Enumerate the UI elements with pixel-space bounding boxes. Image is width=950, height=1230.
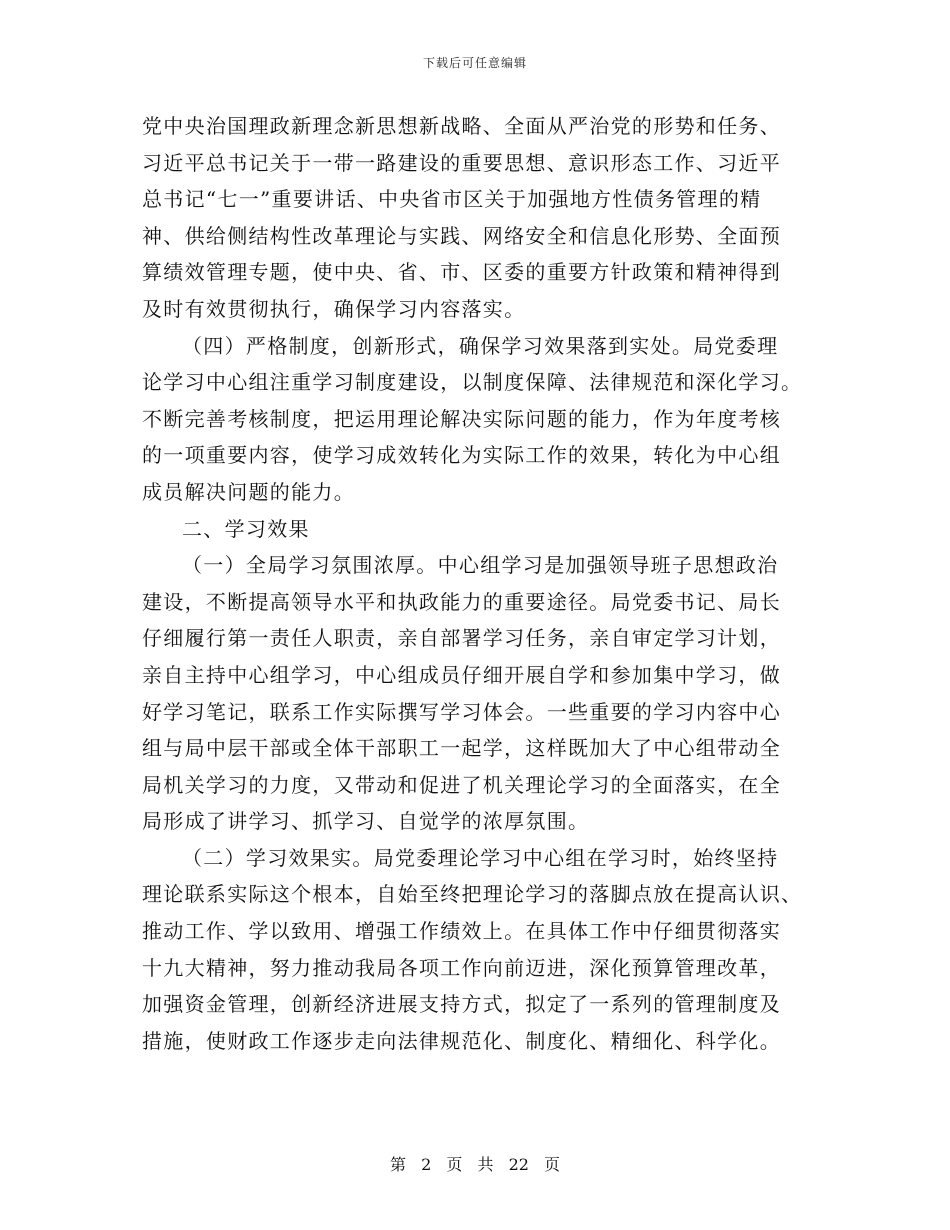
page-total-suffix: 页 [544,1155,561,1174]
current-page-number: 2 [421,1155,432,1174]
body-line: 亲自主持中心组学习，中心组成员仔细开展自学和参加集中学习，做 [142,662,781,687]
page-footer [0,1152,950,1175]
body-line: 的一项重要内容，使学习成效转化为实际工作的效果，转化为中心组 [142,443,781,468]
body-line: 局形成了讲学习、抓学习、自觉学的浓厚氛围。 [142,809,590,834]
document-body [142,108,814,1059]
body-line: 十九大精神，努力推动我局各项工作向前迈进，深化预算管理改革， [142,955,781,980]
paragraph-start-line: （二）学习效果实。局党委理论学习中心组在学习时，始终坚持 [182,845,779,870]
body-line: 及时有效贯彻执行，确保学习内容落实。 [142,296,526,321]
body-line: 建设，不断提高领导水平和执政能力的重要途径。局党委书记、局长 [142,589,781,614]
body-line: 党中央治国理政新理念新思想新战略、全面从严治党的形势和任务、 [142,114,781,138]
body-line: 局机关学习的力度，又带动和促进了机关理论学习的全面落实，在全 [142,772,781,797]
body-line: 算绩效管理专题，使中央、省、市、区委的重要方针政策和精神得到 [142,260,781,285]
page-total-prefix: 共 [477,1155,494,1174]
body-line: 成员解决问题的能力。 [142,479,355,504]
body-line: 总书记“七一”重要讲话、中央省市区关于加强地方性债务管理的精 [142,187,762,212]
body-line: 理论联系实际这个根本，自始至终把理论学习的落脚点放在提高认识、 [142,882,803,907]
body-line: 论学习中心组注重学习制度建设，以制度保障、法律规范和深化学习。 [142,370,803,395]
body-line: 习近平总书记关于一带一路建设的重要思想、意识形态工作、习近平 [142,150,781,175]
body-line: 加强资金管理，创新经济进展支持方式，拟定了一系列的管理制度及 [142,992,781,1017]
page-number-prefix: 第 [389,1155,406,1174]
body-line: 不断完善考核制度，把运用理论解决实际问题的能力，作为年度考核 [142,406,781,431]
body-line: 推动工作、学以致用、增强工作绩效上。在具体工作中仔细贯彻落实 [142,919,781,944]
section-heading: 二、学习效果 [182,516,310,541]
paragraph-start-line: （四）严格制度，创新形式，确保学习效果落到实处。局党委理 [182,333,779,358]
page-header: 下载后可任意编辑 [422,56,527,70]
page-number-unit: 页 [446,1155,463,1174]
body-line: 组与局中层干部或全体干部职工一起学，这样既加大了中心组带动全 [142,736,781,761]
body-line: 好学习笔记，联系工作实际撰写学习体会。一些重要的学习内容中心 [142,699,781,724]
total-page-count: 22 [508,1155,529,1174]
body-line: 仔细履行第一责任人职责，亲自部署学习任务，亲自审定学习计划， [142,626,781,651]
body-line: 措施，使财政工作逐步走向法律规范化、制度化、精细化、科学化。 [142,1028,781,1053]
paragraph-start-line: （一）全局学习氛围浓厚。中心组学习是加强领导班子思想政治 [182,553,779,578]
body-line: 神、供给侧结构性改革理论与实践、网络安全和信息化形势、全面预 [142,223,781,248]
